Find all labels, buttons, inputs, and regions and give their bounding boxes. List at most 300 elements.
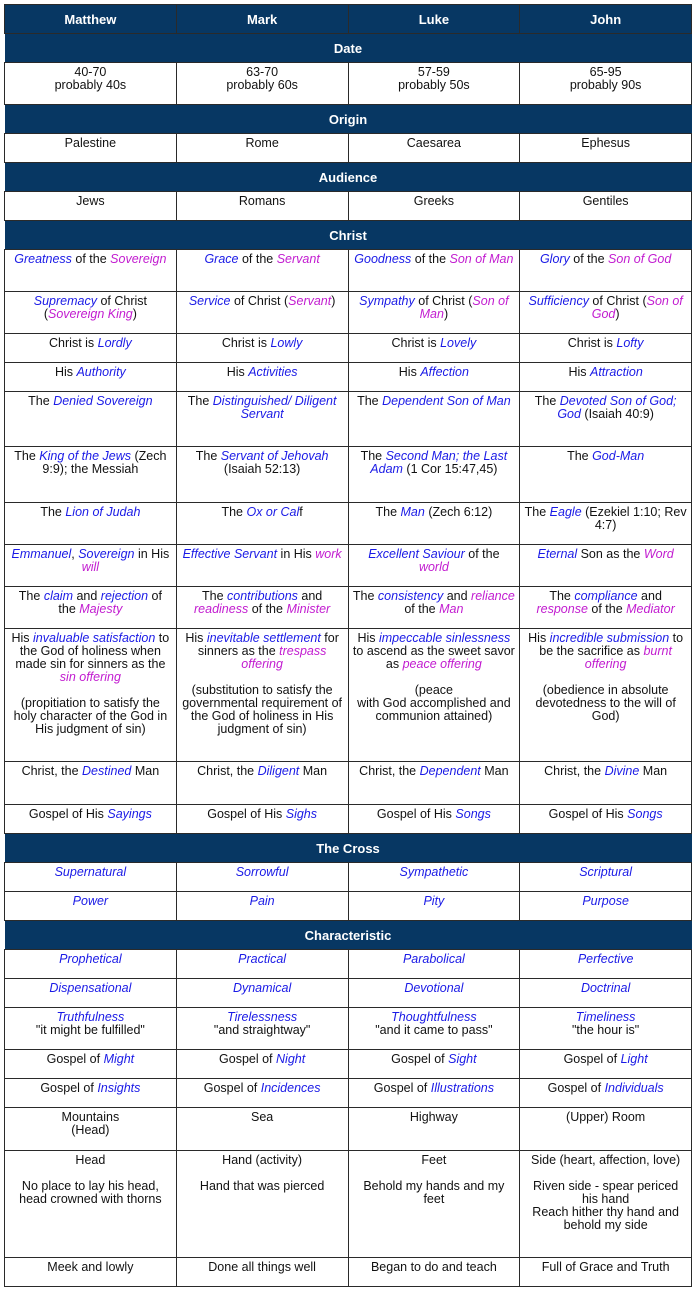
table-row [5,1258,692,1287]
emphasis-text: burnt offering [584,644,672,671]
cell-matthew [5,1079,177,1108]
cell-mark [176,250,348,292]
section-title: Christ [5,221,692,250]
cell-luke [348,134,520,163]
cell-text: His [185,631,207,645]
cell-john [520,250,692,292]
emphasis-text: world [418,560,449,574]
cell-text: of the [238,252,277,266]
emphasis-text: readiness [194,602,249,616]
emphasis-text: Diligent [257,764,300,778]
column-header-john: John [520,5,692,34]
emphasis-text: Individuals [604,1081,664,1095]
emphasis-text: Power [72,894,109,908]
cell-mark [176,762,348,805]
emphasis-text: Prophetical [59,952,122,966]
cell-matthew [5,1108,177,1151]
cell-mark [176,134,348,163]
column-header-row [5,5,692,34]
cell-text: The [534,394,560,408]
cell-text: "the hour is" [572,1023,640,1037]
cell-matthew [5,587,177,629]
cell-text: Man [299,764,328,778]
cell-text: The [202,589,228,603]
cell-luke [348,545,520,587]
emphasis-text: Emmanuel [11,547,72,561]
emphasis-text: Songs [627,807,663,821]
cell-john [520,134,692,163]
cell-luke [348,363,520,392]
cell-matthew [5,334,177,363]
cell-luke [348,587,520,629]
emphasis-text: invaluable satisfaction [33,631,156,645]
emphasis-text: Pity [423,894,445,908]
table-body [5,34,692,1287]
cell-text: Meek and lowly [47,1260,134,1274]
cell-text: 40-70 [74,65,107,79]
cell-matthew [5,1008,177,1050]
cell-mark [176,1079,348,1108]
table-row [5,392,692,447]
emphasis-text: Sayings [107,807,152,821]
table-row [5,192,692,221]
emphasis-text: Son of God [608,252,672,266]
cell-text: Christ is [221,336,271,350]
cell-luke [348,1008,520,1050]
cell-text: Caesarea [406,136,461,150]
emphasis-text: Grace [204,252,239,266]
table-row [5,805,692,834]
cell-matthew [5,63,177,105]
emphasis-text: Lowly [270,336,303,350]
cell-text: The [524,505,550,519]
emphasis-text: Dependent Son of Man [382,394,511,408]
emphasis-text: Man [439,602,464,616]
cell-text: 63-70 [246,65,279,79]
cell-mark [176,629,348,762]
cell-text: and [637,589,662,603]
cell-mark [176,292,348,334]
cell-matthew [5,892,177,921]
cell-text: Gospel of His [207,807,286,821]
cell-text: His [11,631,34,645]
emphasis-text: Word [643,547,674,561]
cell-text: Full of Grace and Truth [541,1260,670,1274]
emphasis-text: Destined [82,764,132,778]
cell-luke [348,1079,520,1108]
cell-luke [348,63,520,105]
cell-text: Christ, the [359,764,420,778]
cell-text: Romans [238,194,286,208]
cell-luke [348,1151,520,1258]
cell-text: of the [587,602,627,616]
column-header-matthew: Matthew [5,5,177,34]
cell-text: Man [131,764,160,778]
table-row [5,979,692,1008]
emphasis-text: Doctrinal [580,981,631,995]
table-row [5,892,692,921]
cell-text: No place to lay his head, head crowned with thorns [19,1179,162,1206]
cell-matthew [5,363,177,392]
cell-text: The [357,394,383,408]
cell-luke [348,762,520,805]
emphasis-text: Eagle [549,505,582,519]
table-row [5,1079,692,1108]
cell-john [520,805,692,834]
cell-text: to the God of holiness when made sin for sinners as the [15,631,170,671]
cell-text: ) [615,307,620,321]
cell-mark [176,392,348,447]
column-header-luke: Luke [348,5,520,34]
emphasis-text: Incidences [260,1081,321,1095]
cell-text: 65-95 [589,65,622,79]
cell-john [520,1108,692,1151]
cell-text: "it might be fulfilled" [35,1023,145,1037]
cell-text: Feet [421,1153,447,1167]
cell-text: Christ is [567,336,617,350]
emphasis-text: Truthfulness [56,1010,125,1024]
cell-text: Gospel of [563,1052,621,1066]
cell-text: Jews [76,194,105,208]
cell-matthew [5,950,177,979]
emphasis-text: incredible submission [549,631,670,645]
cell-text: (Head) [71,1123,110,1137]
emphasis-text: Night [276,1052,306,1066]
cell-john [520,762,692,805]
emphasis-text: Scriptural [579,865,633,879]
emphasis-text: Sufficiency [528,294,589,308]
table-row [5,334,692,363]
cell-text: Man [480,764,509,778]
emphasis-text: Authority [76,365,126,379]
emphasis-text: Perfective [577,952,634,966]
table-row [5,363,692,392]
emphasis-text: Minister [286,602,331,616]
cell-text: probably 40s [54,78,127,92]
cell-text: Gospel of His [28,807,108,821]
section-header-row [5,34,692,63]
emphasis-text: Insights [97,1081,141,1095]
emphasis-text: Lion of Judah [65,505,141,519]
cell-mark [176,587,348,629]
emphasis-text: Lovely [440,336,477,350]
cell-john [520,1079,692,1108]
section-header-row [5,921,692,950]
cell-matthew [5,863,177,892]
emphasis-text: Goodness [354,252,412,266]
cell-john [520,892,692,921]
table-row [5,250,692,292]
emphasis-text: Activities [248,365,298,379]
emphasis-text: Mediator [626,602,675,616]
cell-text: and [72,589,101,603]
cell-matthew [5,392,177,447]
cell-text: Mountains [61,1110,120,1124]
cell-text: of the [71,252,111,266]
emphasis-text: Greatness [14,252,72,266]
cell-text: of the [411,252,450,266]
cell-matthew [5,805,177,834]
cell-text: (propitiation to satisfy the holy character of the God in His judgment of sin) [13,696,168,736]
emphasis-text: Songs [455,807,491,821]
cell-text: (Ezekiel 1:10; Rev 4:7) [581,505,687,532]
cell-text: Christ, the [544,764,605,778]
cell-text: The [352,589,378,603]
cell-luke [348,392,520,447]
cell-mark [176,503,348,545]
emphasis-text: Denied Sovereign [53,394,153,408]
cell-luke [348,250,520,292]
cell-text: Rome [245,136,279,150]
cell-john [520,334,692,363]
emphasis-text: Servant of Jehovah [220,449,329,463]
cell-text: His [357,631,379,645]
cell-text: of Christ ( [230,294,289,308]
emphasis-text: Parabolical [402,952,465,966]
cell-text: of Christ ( [414,294,473,308]
section-title: The Cross [5,834,692,863]
cell-text: Gospel of [547,1081,605,1095]
cell-text: of the [58,589,162,616]
emphasis-text: Distinguished/ Diligent Servant [212,394,337,421]
table-row [5,503,692,545]
emphasis-text: Tirelessness [227,1010,298,1024]
cell-text: f [299,505,303,519]
cell-matthew [5,1258,177,1287]
cell-luke [348,892,520,921]
cell-text: probably 60s [226,78,298,92]
cell-text: Reach hither thy hand and behold my side [532,1205,679,1232]
emphasis-text: Dependent [419,764,481,778]
cell-text: Gospel of [219,1052,277,1066]
cell-john [520,545,692,587]
section-header-row [5,163,692,192]
emphasis-text: Son of God [591,294,683,321]
emphasis-text: Dynamical [232,981,292,995]
cell-john [520,1008,692,1050]
cell-text: Sea [251,1110,274,1124]
cell-text: of the [464,547,500,561]
cell-text: His [568,365,590,379]
emphasis-text: Sovereign King [47,307,133,321]
cell-text: for sinners as the [197,631,339,658]
cell-text: The [14,449,40,463]
emphasis-text: peace offering [402,657,482,671]
cell-john [520,629,692,762]
cell-luke [348,629,520,762]
cell-text: His [528,631,550,645]
cell-luke [348,192,520,221]
cell-john [520,863,692,892]
section-title: Date [5,34,692,63]
section-header-row [5,105,692,134]
cell-text: Christ is [391,336,441,350]
cell-text: Began to do and teach [370,1260,497,1274]
cell-text: Ephesus [581,136,630,150]
cell-text: and [443,589,472,603]
column-header-mark: Mark [176,5,348,34]
cell-text: probably 50s [398,78,470,92]
table-row [5,134,692,163]
cell-text: "and straightway" [213,1023,311,1037]
cell-text: and [297,589,323,603]
cell-text: Riven side - spear periced his hand [533,1179,679,1206]
emphasis-text: claim [43,589,73,603]
cell-matthew [5,762,177,805]
table-row [5,587,692,629]
cell-text: The [195,449,221,463]
emphasis-text: Timeliness [575,1010,636,1024]
emphasis-text: Servant [288,294,332,308]
emphasis-text: compliance [574,589,638,603]
cell-text: Hand that was pierced [199,1179,325,1193]
cell-matthew [5,503,177,545]
cell-text: The [18,589,44,603]
emphasis-text: consistency [377,589,444,603]
cell-mark [176,545,348,587]
emphasis-text: Lordly [97,336,132,350]
gospels-comparison-table [4,4,692,1287]
emphasis-text: impeccable sinlessness [378,631,511,645]
cell-matthew [5,250,177,292]
table-row [5,1050,692,1079]
section-header-row [5,834,692,863]
cell-text: with God accomplished and communion attained) [357,696,511,723]
cell-john [520,192,692,221]
emphasis-text: Service [188,294,231,308]
table-row [5,1151,692,1258]
cell-text: to be the sacrifice as [539,631,684,658]
emphasis-text: Supremacy [33,294,97,308]
cell-text: The [375,505,401,519]
emphasis-text: Supernatural [54,865,127,879]
emphasis-text: God-Man [592,449,645,463]
emphasis-text: sin offering [59,670,121,684]
table-row [5,762,692,805]
section-title: Characteristic [5,921,692,950]
cell-text: Side (heart, affection, love) [531,1153,681,1167]
emphasis-text: Majesty [79,602,123,616]
cell-matthew [5,979,177,1008]
cell-mark [176,1108,348,1151]
emphasis-text: trespass offering [241,644,327,671]
cell-text: in His [134,547,170,561]
table-row [5,1108,692,1151]
emphasis-text: Sovereign [78,547,135,561]
cell-mark [176,950,348,979]
cell-mark [176,334,348,363]
cell-text: (obedience in absolute devotedness to the will of God) [535,683,676,723]
cell-text: to ascend as the sweet savor as [352,644,515,671]
emphasis-text: will [81,560,100,574]
cell-text: Behold my hands and my feet [363,1179,505,1206]
emphasis-text: Sight [448,1052,477,1066]
cell-luke [348,979,520,1008]
emphasis-text: Son of Man [419,294,509,321]
cell-text: Head [75,1153,106,1167]
cell-text: The [549,589,575,603]
cell-john [520,950,692,979]
cell-text: Christ is [49,336,98,350]
cell-text: (Zech 9:9); the Messiah [42,449,167,476]
cell-text: Man [639,764,668,778]
emphasis-text: Sympathetic [399,865,469,879]
cell-john [520,1050,692,1079]
cell-matthew [5,545,177,587]
cell-matthew [5,134,177,163]
cell-matthew [5,447,177,503]
emphasis-text: rejection [100,589,149,603]
emphasis-text: Effective Servant [182,547,278,561]
cell-text: (Isaiah 40:9) [580,407,654,421]
cell-matthew [5,192,177,221]
cell-luke [348,863,520,892]
cell-text: Greeks [413,194,455,208]
emphasis-text: Practical [238,952,287,966]
cell-luke [348,1108,520,1151]
emphasis-text: Thoughtfulness [391,1010,477,1024]
table-row [5,1008,692,1050]
emphasis-text: Might [103,1052,135,1066]
cell-text: , [71,547,79,561]
cell-text: ) [331,294,336,308]
emphasis-text: Excellent Saviour [368,547,465,561]
emphasis-text: Man [400,505,425,519]
cell-mark [176,1151,348,1258]
table-row [5,629,692,762]
cell-matthew [5,1151,177,1258]
emphasis-text: Ox or Cal [246,505,300,519]
cell-mark [176,1050,348,1079]
cell-john [520,63,692,105]
cell-text: The [221,505,247,519]
cell-text: The [28,394,54,408]
emphasis-text: Dispensational [49,981,132,995]
cell-mark [176,1008,348,1050]
emphasis-text: Second Man; the Last Adam [370,449,508,476]
cell-text: Hand (activity) [222,1153,303,1167]
cell-text: ) [443,307,449,321]
cell-mark [176,892,348,921]
emphasis-text: Purpose [582,894,629,908]
emphasis-text: work [315,547,342,561]
cell-text: of the [248,602,287,616]
emphasis-text: Sighs [285,807,318,821]
table-row [5,292,692,334]
cell-text: Gospel of [203,1081,261,1095]
section-title: Origin [5,105,692,134]
emphasis-text: Eternal [537,547,578,561]
emphasis-text: Pain [249,894,275,908]
cell-luke [348,503,520,545]
cell-john [520,363,692,392]
emphasis-text: Divine [604,764,640,778]
cell-text: The [567,449,593,463]
cell-luke [348,1050,520,1079]
cell-mark [176,979,348,1008]
cell-luke [348,334,520,363]
cell-text: (Zech 6:12) [424,505,493,519]
cell-matthew [5,292,177,334]
emphasis-text: Devoted Son of God; God [557,394,677,421]
cell-text: of Christ ( [588,294,647,308]
cell-matthew [5,629,177,762]
emphasis-text: Devotional [404,981,464,995]
emphasis-text: Glory [539,252,570,266]
cell-text: Palestine [64,136,117,150]
cell-text: (1 Cor 15:47,45) [402,462,498,476]
cell-text: (peace [414,683,453,697]
